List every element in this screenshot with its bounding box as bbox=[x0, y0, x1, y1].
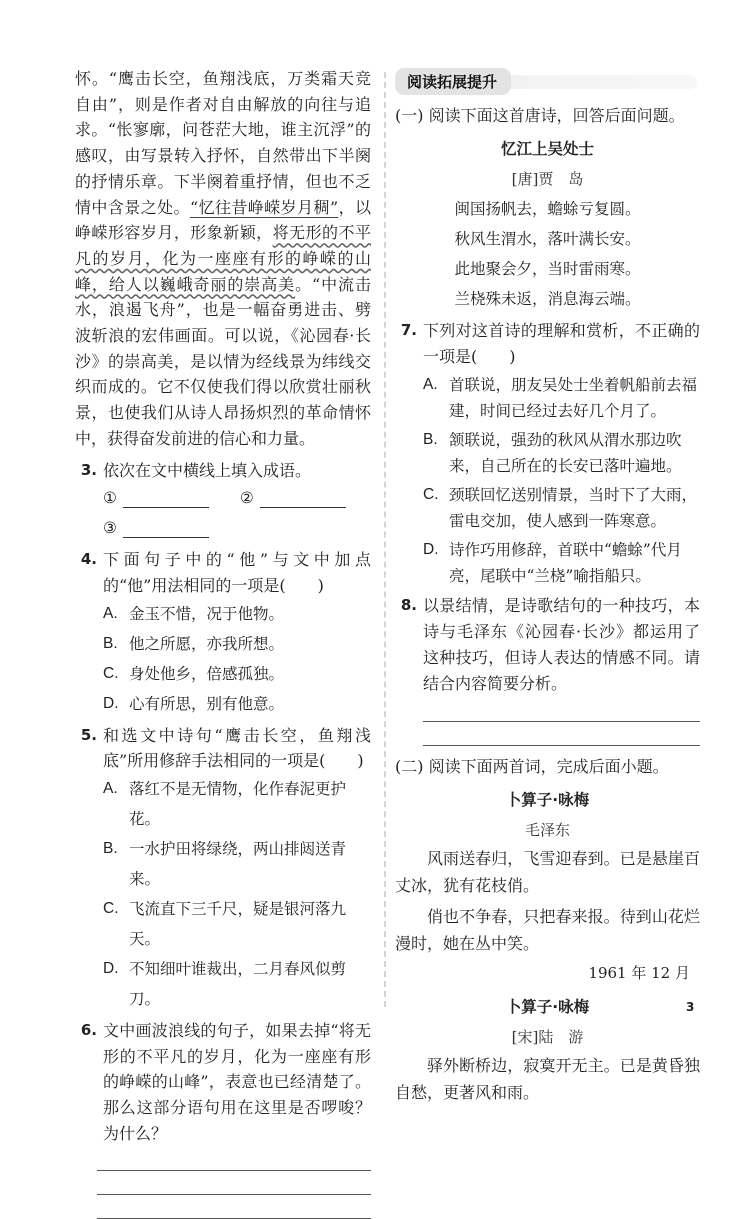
question-text: 和选文中诗句“鹰击长空，鱼翔浅底”所用修辞手法相同的一项是( ) bbox=[103, 725, 371, 771]
option-b[interactable] bbox=[103, 834, 371, 894]
option-text: 金玉不惜，况于他物。 bbox=[129, 604, 285, 623]
option-d[interactable] bbox=[423, 537, 700, 589]
question-text: 依次在文中横线上填入成语。 bbox=[103, 460, 312, 480]
section-label: 阅读拓展提升 bbox=[395, 68, 511, 95]
option-label: D. bbox=[423, 541, 439, 559]
poem-author: [唐]贾 岛 bbox=[511, 170, 584, 188]
option-c[interactable] bbox=[103, 894, 371, 954]
option-a[interactable] bbox=[103, 774, 371, 834]
question-number: 6. bbox=[80, 1021, 97, 1040]
blank-fields bbox=[103, 483, 371, 543]
section-header bbox=[395, 66, 700, 95]
blank-marker: ② bbox=[239, 489, 254, 508]
option-text: 颔联说，强劲的秋风从渭水那边吹来，自己所在的长安已落叶遍地。 bbox=[449, 431, 682, 476]
option-text: 落红不是无情物，化作春泥更护花。 bbox=[129, 780, 347, 829]
wavy-underlined-sentence: 将无形的不平凡的岁月，化为一座座有形的峥嵘的山峰，给人以巍峨奇丽的崇高美 bbox=[75, 223, 371, 294]
answer-blank-1[interactable] bbox=[123, 490, 209, 508]
option-label: A. bbox=[103, 604, 118, 622]
option-text: 首联说，朋友吴处士坐着帆船前去福建，时间已经过去好几个月了。 bbox=[449, 376, 698, 421]
option-c[interactable] bbox=[423, 482, 700, 534]
option-d[interactable] bbox=[103, 689, 371, 719]
answer-line[interactable] bbox=[97, 1147, 371, 1171]
option-label: D. bbox=[103, 694, 119, 712]
option-text: 他之所愿，亦我所想。 bbox=[129, 634, 285, 653]
option-label: B. bbox=[103, 840, 118, 858]
option-a[interactable] bbox=[423, 372, 700, 424]
question-4-options bbox=[103, 599, 371, 719]
question-6 bbox=[75, 1018, 371, 1147]
answer-blank-3[interactable] bbox=[123, 520, 209, 538]
question-7-options bbox=[423, 372, 700, 589]
answer-line[interactable] bbox=[97, 1171, 371, 1195]
blank-phrase-1: “忆往昔峥嵘岁月稠” bbox=[189, 197, 339, 217]
poem-line: 兰桡殊未返，消息海云端。 bbox=[454, 290, 641, 308]
question-4 bbox=[75, 547, 371, 598]
answer-area-6[interactable] bbox=[97, 1147, 371, 1219]
answer-area-8[interactable] bbox=[423, 698, 700, 746]
option-text: 不知细叶谁裁出，二月春风似剪刀。 bbox=[129, 960, 347, 1009]
question-7 bbox=[395, 318, 700, 369]
passage-text bbox=[75, 66, 371, 452]
poem-stanza: 驿外断桥边，寂寞开无主。已是黄昏独自愁，更著风和雨。 bbox=[395, 1056, 700, 1103]
question-number: 5. bbox=[80, 725, 97, 744]
option-b[interactable] bbox=[103, 629, 371, 659]
question-number: 8. bbox=[400, 596, 417, 615]
option-text: 一水护田将绿绕，两山排闼送青来。 bbox=[129, 840, 347, 889]
part1-intro: (一) 阅读下面这首唐诗，回答后面问题。 bbox=[395, 106, 685, 125]
poem-stanza: 俏也不争春，只把春来报。待到山花烂漫时，她在丛中笑。 bbox=[395, 907, 700, 954]
page-number: 3 bbox=[686, 1000, 695, 1014]
option-text: 飞流直下三千尺，疑是银河落九天。 bbox=[129, 900, 347, 949]
question-3 bbox=[75, 458, 371, 484]
question-5 bbox=[75, 723, 371, 774]
option-label: A. bbox=[423, 376, 438, 394]
poem-title: 卜算子·咏梅 bbox=[505, 791, 590, 810]
question-text: 以景结情，是诗歌结句的一种技巧，本诗与毛泽东《沁园春·长沙》都运用了这种技巧，但诗人表达的情感不同。请结合内容简要分析。 bbox=[423, 596, 700, 693]
option-label: C. bbox=[103, 664, 119, 682]
option-label: C. bbox=[423, 486, 439, 504]
answer-line[interactable] bbox=[97, 1195, 371, 1219]
poem-stanza: 风雨送春归，飞雪迎春到。已是悬崖百丈冰，犹有花枝俏。 bbox=[395, 849, 700, 896]
option-a[interactable] bbox=[103, 599, 371, 629]
answer-line[interactable] bbox=[423, 722, 700, 746]
option-c[interactable] bbox=[103, 659, 371, 689]
question-5-options bbox=[103, 774, 371, 1014]
option-text: 诗作巧用修辞，首联中“蟾蜍”代月亮，尾联中“兰桡”喻指船只。 bbox=[449, 541, 682, 586]
option-d[interactable] bbox=[103, 954, 371, 1014]
left-column bbox=[75, 66, 371, 1219]
poem-title: 忆江上吴处士 bbox=[500, 140, 594, 158]
option-label: B. bbox=[423, 431, 438, 449]
option-label: D. bbox=[103, 960, 119, 978]
answer-line[interactable] bbox=[423, 698, 700, 722]
answer-blank-2[interactable] bbox=[260, 490, 346, 508]
section-decor-bar bbox=[499, 75, 697, 89]
passage-sentence: 怀。“鹰击长空，鱼翔浅底，万类霜天竞自由”，则是作者对自由解放的向往与追求。“怅寥廓，问苍茫大地，谁主沉浮”的感叹，由写景转入抒怀，自然带出下半阕的抒情乐章。下半阕着重抒情，但也不乏情中含景之处。 bbox=[75, 69, 371, 217]
question-text: 下面句子中的“他”与文中加点的“他”用法相同的一项是( ) bbox=[103, 550, 371, 595]
option-text: 心有所思，别有他意。 bbox=[129, 694, 285, 713]
question-number: 4. bbox=[80, 550, 97, 569]
option-label: B. bbox=[103, 634, 118, 652]
passage-sentence: ，以峥嵘形容岁月，形象新颖， bbox=[75, 197, 371, 243]
passage-sentence: 。“中流击水，浪遏飞舟”，也是一幅奋勇进击、劈波斩浪的宏伟画面。可以说，《沁园春·长沙》的崇高美，是以情为经线景为纬线交织而成的。它不仅使我们得以欣赏壮丽秋景，也使我们从诗人昂扬炽烈的革命情怀中，获得奋发前进的信心和力量。 bbox=[75, 274, 371, 448]
option-label: C. bbox=[103, 900, 119, 918]
poem-author: [宋]陆 游 bbox=[511, 1028, 584, 1047]
blank-marker: ① bbox=[103, 489, 117, 508]
poem-date: 1961 年 12 月 bbox=[588, 964, 690, 983]
right-column bbox=[395, 66, 700, 1106]
blank-marker: ③ bbox=[103, 519, 117, 538]
column-divider bbox=[384, 72, 386, 1007]
part2-intro: (二) 阅读下面两首词，完成后面小题。 bbox=[395, 757, 669, 777]
poem-title: 卜算子·咏梅 bbox=[505, 998, 590, 1017]
question-text: 文中画波浪线的句子，如果去掉“将无形的不平凡的岁月，化为一座座有形的峥嵘的山峰”，表意也已经清楚了。那么这部分语句用在这里是否啰唆？为什么？ bbox=[103, 1021, 371, 1143]
option-text: 身处他乡，倍感孤独。 bbox=[129, 664, 285, 683]
option-b[interactable] bbox=[423, 427, 700, 479]
option-label: A. bbox=[103, 780, 118, 798]
question-number: 3. bbox=[80, 460, 97, 479]
question-number: 7. bbox=[400, 321, 417, 339]
poem-line: 此地聚会夕，当时雷雨寒。 bbox=[454, 260, 641, 278]
option-text: 颈联回忆送别情景，当时下了大雨，雷电交加，使人感到一阵寒意。 bbox=[449, 486, 698, 531]
poem-line: 闽国扬帆去，蟾蜍亏复圆。 bbox=[454, 200, 641, 218]
poem-author: 毛泽东 bbox=[524, 821, 570, 840]
poem-line: 秋风生渭水，落叶满长安。 bbox=[454, 230, 641, 248]
question-8 bbox=[395, 593, 700, 696]
question-text: 下列对这首诗的理解和赏析，不正确的一项是( ) bbox=[423, 321, 700, 366]
